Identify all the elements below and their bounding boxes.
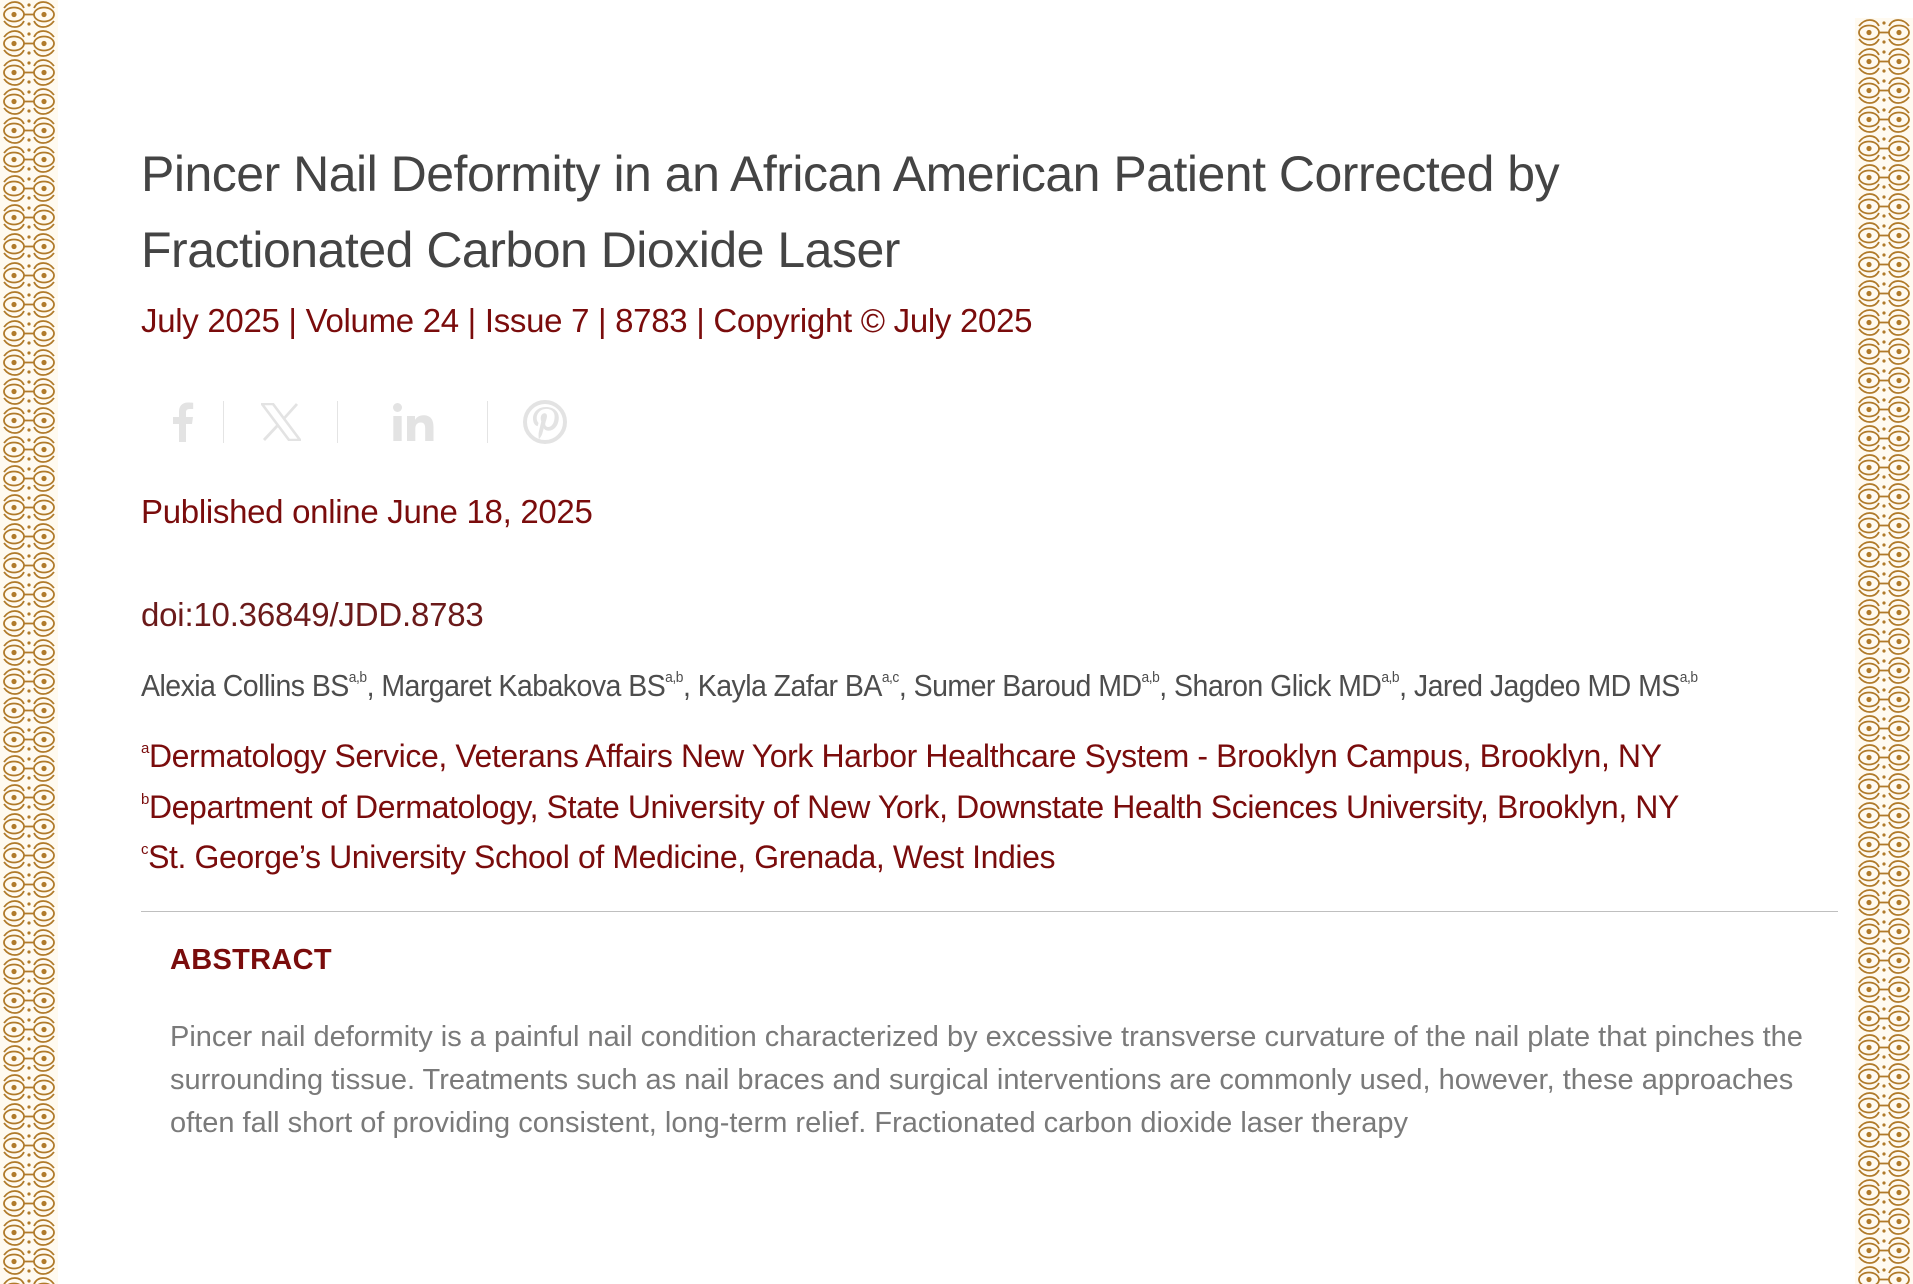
author-separator: , [1399,668,1414,703]
author-name: Sharon Glick MD [1174,668,1382,703]
section-divider [141,911,1838,912]
author-list [141,668,1698,704]
social-share-bar [141,396,601,448]
author-affiliation-mark: a,b [665,669,683,686]
published-date: Published online June 18, 2025 [141,493,593,530]
affiliation-mark: c [141,841,149,858]
linkedin-icon [392,402,434,442]
linkedin-share-button[interactable] [338,396,487,448]
author-affiliation-mark: a,b [348,669,367,686]
issue-citation: July 2025 | Volume 24 | Issue 7 | 8783 | Copyright © July 2025 [141,302,1033,339]
author-name: Margaret Kabakova BS [381,668,666,703]
author-affiliation-mark: a,b [1381,669,1400,686]
article-title: Pincer Nail Deformity in an African American Patient Corrected by Fractionated Carbon Dioxide Laser [141,146,1560,278]
affiliation-text: Dermatology Service, Veterans Affairs New York Harbor Healthcare System - Brooklyn Campus, Brooklyn, NY [148,738,1662,774]
author-separator: , [366,668,382,703]
facebook-share-button[interactable] [141,396,223,448]
doi-link[interactable]: doi:10.36849/JDD.8783 [141,596,484,633]
author-name: Jared Jagdeo MD MS [1413,668,1680,703]
author-name: Kayla Zafar BA [697,668,882,703]
pinterest-icon [523,400,567,444]
affiliation-text: St. George’s University School of Medicine, Grenada, West Indies [148,839,1056,875]
x-twitter-icon [261,403,301,441]
author-separator: , [1159,668,1175,703]
author-separator: , [898,668,914,703]
pinterest-share-button[interactable] [488,396,601,448]
affiliation-mark: a [141,740,149,757]
author-affiliation-mark: a,b [1679,669,1698,686]
x-share-button[interactable] [224,396,337,448]
author-name: Sumer Baroud MD [913,668,1142,703]
affiliation-b [141,789,1679,826]
affiliation-c [141,839,1055,876]
author-separator: , [682,668,698,703]
affiliation-text: Department of Dermatology, State University of New York, Downstate Health Sciences University, Brooklyn, NY [148,789,1679,825]
affiliation-mark: b [141,791,149,808]
decorative-border-right [1855,18,1913,1284]
author-affiliation-mark: a,b [1141,669,1160,686]
facebook-icon [168,402,196,442]
affiliation-a [141,738,1662,775]
decorative-border-left [0,0,58,1284]
author-name: Alexia Collins BS [141,668,349,703]
author-affiliation-mark: a,c [881,669,899,686]
abstract-text: Pincer nail deformity is a painful nail condition characterized by excessive transverse curvature of the nail plate that pinches the surrounding tissue. Treatments such as nail braces and surgical interventions are commonly used, however, these approaches often fall short of providing consistent, long-term relief. Fractionated carbon dioxide laser therapy [170,1021,1803,1139]
abstract-heading: ABSTRACT [170,944,332,976]
